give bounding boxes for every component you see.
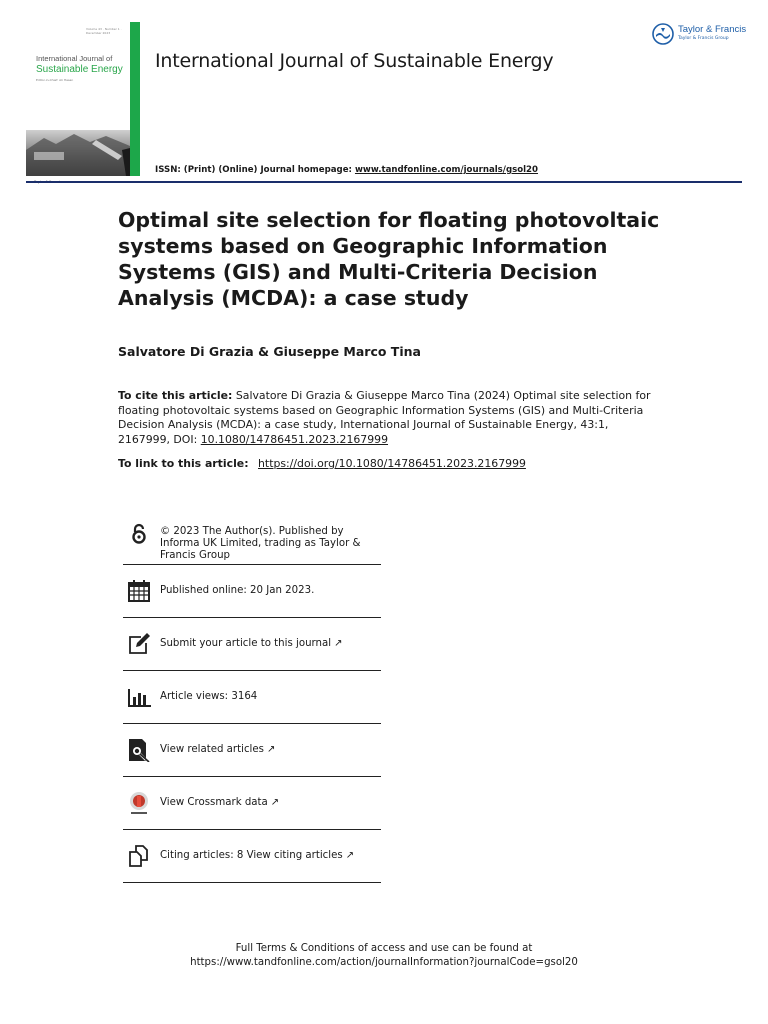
citing-icon-graphic [127, 844, 151, 868]
article-doi-link[interactable]: https://doi.org/10.1080/14786451.2023.2167999 [258, 457, 526, 470]
cover-subtitle: Editor-in-Chief: Ali Hasan [36, 78, 74, 82]
article-authors: Salvatore Di Grazia & Giuseppe Marco Tina [118, 344, 421, 359]
issn-text: ISSN: (Print) (Online) Journal homepage: [155, 165, 355, 175]
external-link-icon: ↗︎ [266, 744, 276, 755]
search-document-icon-graphic [127, 738, 151, 762]
list-item-submit[interactable] [123, 618, 381, 671]
cover-journal-line2: Sustainable Energy [36, 64, 123, 75]
list-item-crossmark[interactable] [123, 777, 381, 830]
search-document-icon [127, 738, 151, 762]
cover-journal-line1: International Journal of [36, 54, 113, 63]
citation-text: Salvatore Di Grazia & Giuseppe Marco Tina (2024) Optimal site selection for floating photovoltaic systems based on Geographic Information Systems (GIS) and Multi-Criteria Decision Analysis (MCDA): a case study, International Journal of Sustainable Energy, 43:1, 2167999, DOI: [118, 389, 651, 446]
citation-block [118, 389, 658, 447]
crossmark-icon-graphic [127, 791, 151, 815]
crossmark-label: View Crossmark data [160, 797, 268, 808]
journal-cover-thumbnail [26, 22, 130, 176]
open-access-icon [127, 522, 151, 546]
citing-articles-link[interactable] [160, 850, 384, 862]
list-item-published [123, 565, 381, 618]
edit-icon [127, 632, 151, 656]
list-item-views [123, 671, 381, 724]
related-articles-link[interactable] [160, 744, 384, 756]
list-item-open-access [123, 518, 381, 565]
list-item-related[interactable] [123, 724, 381, 777]
published-date-text: Published online: 20 Jan 2023. [160, 585, 315, 596]
header-divider [26, 181, 742, 183]
related-articles-label: View related articles [160, 744, 264, 755]
citation-doi-link[interactable]: 10.1080/14786451.2023.2167999 [200, 432, 389, 446]
terms-footer [0, 942, 768, 970]
bar-chart-icon-graphic [127, 685, 151, 709]
calendar-icon [127, 579, 151, 603]
cover-green-bar [130, 22, 140, 176]
edit-icon-graphic [127, 632, 151, 656]
taylor-francis-logo-icon [652, 22, 676, 46]
article-info-list [123, 518, 381, 883]
terms-line: Full Terms & Conditions of access and use can be found at [235, 943, 533, 954]
citing-articles-label: Citing articles: 8 View citing articles [160, 850, 343, 861]
article-views-text: Article views: 3164 [160, 691, 258, 702]
submit-article-link[interactable] [160, 638, 384, 650]
issn-homepage-line [155, 165, 538, 175]
open-access-text: © 2023 The Author(s). Published by Informa UK Limited, trading as Taylor & Francis Group [160, 526, 361, 561]
external-link-icon: ↗︎ [270, 797, 280, 808]
citation-label: To cite this article: [118, 389, 233, 402]
list-item-citing[interactable] [123, 830, 381, 883]
citing-icon [127, 844, 151, 868]
cover-photo-graphic [26, 130, 130, 176]
article-link-label: To link to this article: [118, 457, 249, 470]
crossmark-link[interactable] [160, 797, 384, 809]
terms-url[interactable]: https://www.tandfonline.com/action/journalInformation?journalCode=gsol20 [190, 957, 578, 968]
journal-homepage-link[interactable]: www.tandfonline.com/journals/gsol20 [354, 165, 539, 175]
crossmark-icon [127, 791, 151, 815]
journal-title: International Journal of Sustainable Energy [155, 50, 554, 72]
article-link-line [118, 457, 526, 470]
external-link-icon: ↗︎ [334, 638, 343, 649]
calendar-icon-graphic [127, 579, 151, 603]
open-access-icon-graphic [127, 522, 151, 546]
submit-article-label: Submit your article to this journal [160, 638, 332, 649]
bar-chart-icon [127, 685, 151, 709]
publisher-name: Taylor & Francis [678, 24, 747, 35]
article-title: Optimal site selection for floating photovoltaic systems based on Geographic Information Systems (GIS) and Multi-Criteria Decision Analysis (MCDA): a case study [118, 208, 660, 310]
cover-photo [26, 130, 130, 176]
taylor-francis-logo[interactable] [652, 22, 748, 50]
external-link-icon: ↗︎ [345, 850, 355, 861]
cover-issue-line: Volume 43 · Number 1 · December 2023 [86, 27, 122, 35]
publisher-group: Taylor & Francis Group [678, 36, 729, 41]
